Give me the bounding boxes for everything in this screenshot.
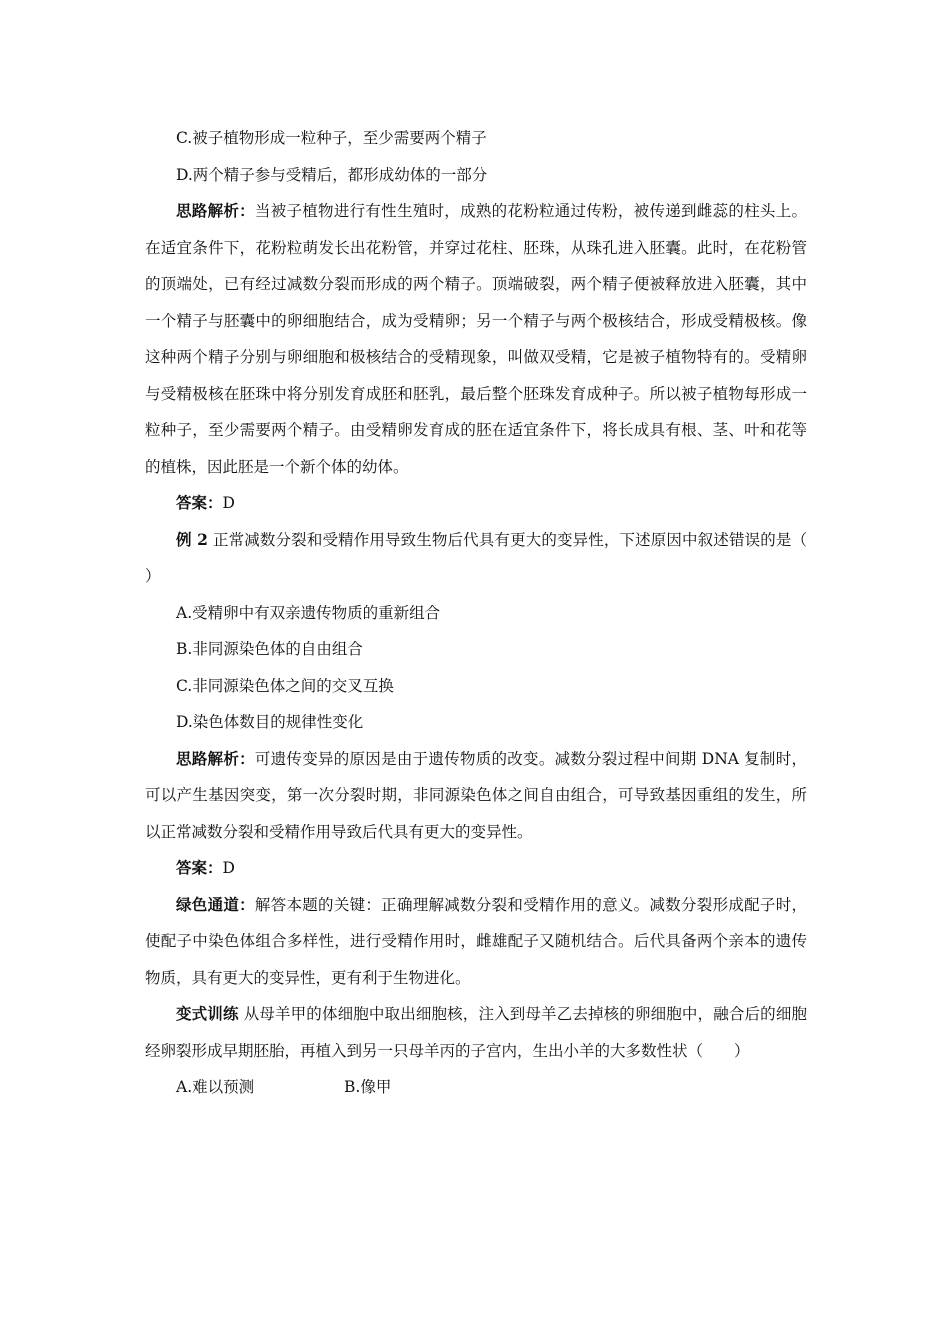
- q2-analysis-label: 思路解析：: [176, 748, 255, 768]
- q1-analysis: [145, 193, 807, 485]
- q3-option-a: A.难以预测: [176, 1078, 255, 1096]
- q1-analysis-label: 思路解析：: [176, 201, 255, 220]
- q2-label: 例 2: [176, 529, 208, 549]
- q2-green-channel: [145, 887, 807, 997]
- q1-answer-label: 答案：: [176, 493, 223, 512]
- q1-option-c: C.被子植物形成一粒种子，至少需要两个精子: [176, 129, 487, 147]
- q2-answer-label: 答案：: [176, 858, 223, 877]
- q3-options: [145, 1069, 807, 1106]
- q2-option-b: B.非同源染色体的自由组合: [176, 640, 363, 658]
- q3-option-b: B.像甲: [344, 1078, 392, 1096]
- q1-analysis-text: 当被子植物进行有性生殖时，成熟的花粉粒通过传粉，被传递到雌蕊的柱头上。在适宜条件下，花粉粒萌发长出花粉管，并穿过花柱、胚珠，从珠孔进入胚囊。此时，在花粉管的顶端处，已有经过减数分裂而形成的两个精子。顶端破裂，两个精子便被释放进入胚囊，其中一个精子与胚囊中的卵细胞结合，成为受精卵；另一个精子与两个极核结合，形成受精极核。像这种两个精子分别与卵细胞和极核结合的受精现象，叫做双受精，它是被子植物特有的。受精卵与受精极核在胚珠中将分别发育成胚和胚乳，最后整个胚珠发育成种子。所以被子植物每形成一粒种子，至少需要两个精子。由受精卵发育成的胚在适宜条件下，将长成具有根、茎、叶和花等的植株，因此胚是一个新个体的幼体。: [145, 202, 807, 476]
- q2-green-label: 绿色通道：: [176, 894, 255, 914]
- q2-option-d: D.染色体数目的规律性变化: [176, 713, 364, 731]
- q3-stem-text: 从母羊甲的体细胞中取出细胞核，注入到母羊乙去掉核的卵细胞中，融合后的细胞经卵裂形成早期胚胎，再植入到另一只母羊丙的子宫内，生出小羊的大多数性状（ ）: [145, 1005, 807, 1060]
- q2-answer-value: D: [222, 859, 235, 877]
- q2-answer: [145, 850, 807, 887]
- q2-option-c: C.非同源染色体之间的交叉互换: [176, 676, 394, 695]
- q2-analysis: [145, 741, 807, 851]
- q1-answer: [145, 485, 807, 522]
- document-body: [145, 120, 838, 1106]
- q1-answer-value: D: [222, 494, 235, 512]
- q2-green-text: 解答本题的关键：正确理解减数分裂和受精作用的意义。减数分裂形成配子时，使配子中染色体组合多样性，进行受精作用时，雌雄配子又随机结合。后代具备两个亲本的遗传物质，具有更大的变异性，更有利于生物进化。: [145, 895, 807, 987]
- q3-label: 变式训练: [176, 1004, 239, 1023]
- q2-stem-text: 正常减数分裂和受精作用导致生物后代具有更大的变异性，下述原因中叙述错误的是（ ）: [145, 530, 838, 585]
- q1-option-d: D.两个精子参与受精后，都形成幼体的一部分: [176, 165, 488, 184]
- q3-stem: [145, 996, 807, 1069]
- q2-option-a: A.受精卵中有双亲遗传物质的重新组合: [176, 603, 441, 622]
- q2-stem: [145, 522, 838, 595]
- q2-analysis-text: 可遗传变异的原因是由于遗传物质的改变。减数分裂过程中间期 DNA 复制时，可以产生基因突变，第一次分裂时期，非同源染色体之间自由组合，可导致基因重组的发生，所以正常减数分裂和受精作用导致后代具有更大的变异性。: [145, 749, 807, 841]
